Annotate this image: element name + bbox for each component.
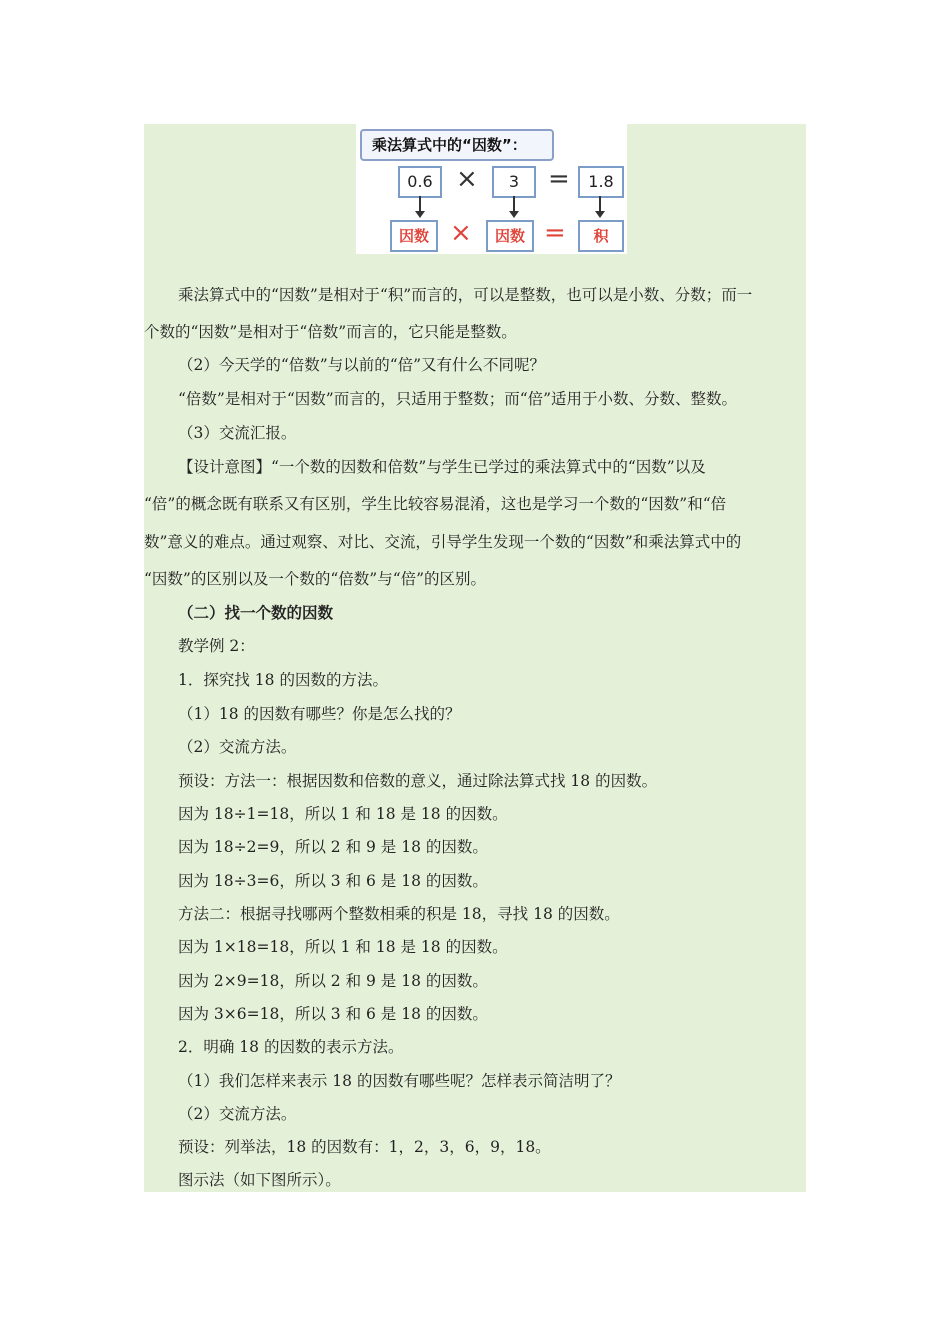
multiplication-factor-figure [356,124,627,254]
paragraph-line: 因为 3×6=18，所以 3 和 6 是 18 的因数。 [178,1005,488,1023]
section-heading: （二）找一个数的因数 [178,603,334,622]
paragraph-line: （2）交流方法。 [178,1105,297,1123]
factor1-label-box: 因数 [390,220,438,252]
product-box: 1.8 [578,166,624,198]
paragraph-line: “倍数”是相对于“因数”而言的，只适用于整数；而“倍”适用于小数、分数、整数。 [178,390,738,408]
factor1-box: 0.6 [398,166,442,198]
paragraph-line: “因数”的区别以及一个数的“倍数”与“倍”的区别。 [144,570,487,588]
paragraph-line: 因为 1×18=18，所以 1 和 18 是 18 的因数。 [178,938,508,956]
paragraph-line: “倍”的概念既有联系又有区别，学生比较容易混淆，这也是学习一个数的“因数”和“倍 [144,495,727,513]
paragraph-line: 图示法（如下图所示）。 [178,1171,341,1189]
paragraph-line: 因为 2×9=18，所以 2 和 9 是 18 的因数。 [178,972,488,990]
paragraph-line: 预设：列举法，18 的因数有：1，2，3，6，9，18。 [178,1138,551,1156]
paragraph-line: （1）18 的因数有哪些？你是怎么找的？ [178,705,461,723]
paragraph-line: 1．探究找 18 的因数的方法。 [178,671,388,689]
equals-sign: = [548,164,570,194]
paragraph-line: 【设计意图】“一个数的因数和倍数”与学生已学过的乘法算式中的“因数”以及 [178,458,706,476]
paragraph-line: （1）我们怎样来表示 18 的因数有哪些呢？怎样表示简洁明了？ [178,1072,621,1090]
times-sign: × [456,164,478,194]
paragraph-line: 个数的“因数”是相对于“倍数”而言的，它只能是整数。 [144,323,517,341]
down-arrow-icon [599,196,601,212]
figure-title: 乘法算式中的“因数”： [360,129,554,161]
paragraph-line: 因为 18÷2=9，所以 2 和 9 是 18 的因数。 [178,838,488,856]
factor2-box: 3 [492,166,536,198]
paragraph-line: （3）交流汇报。 [178,424,297,442]
down-arrow-icon [513,196,515,212]
paragraph-line: 乘法算式中的“因数”是相对于“积”而言的，可以是整数，也可以是小数、分数；而一 [178,286,753,304]
paragraph-line: 方法二：根据寻找哪两个整数相乘的积是 18，寻找 18 的因数。 [178,905,620,923]
down-arrow-icon [419,196,421,212]
factor2-label-box: 因数 [486,220,534,252]
paragraph-line: 教学例 2： [178,637,255,655]
paragraph-line: （2）交流方法。 [178,738,297,756]
product-label-box: 积 [578,220,624,252]
paragraph-line: 预设：方法一：根据因数和倍数的意义，通过除法算式找 18 的因数。 [178,772,658,790]
times-sign-red: × [450,218,472,248]
paragraph-line: 数”意义的难点。通过观察、对比、交流，引导学生发现一个数的“因数”和乘法算式中的 [144,533,742,551]
paragraph-line: 因为 18÷3=6，所以 3 和 6 是 18 的因数。 [178,872,488,890]
paragraph-line: 2．明确 18 的因数的表示方法。 [178,1038,404,1056]
paragraph-line: 因为 18÷1=18，所以 1 和 18 是 18 的因数。 [178,805,508,823]
equals-sign-red: = [544,218,566,248]
paragraph-line: （2）今天学的“倍数”与以前的“倍”又有什么不同呢？ [178,356,546,374]
